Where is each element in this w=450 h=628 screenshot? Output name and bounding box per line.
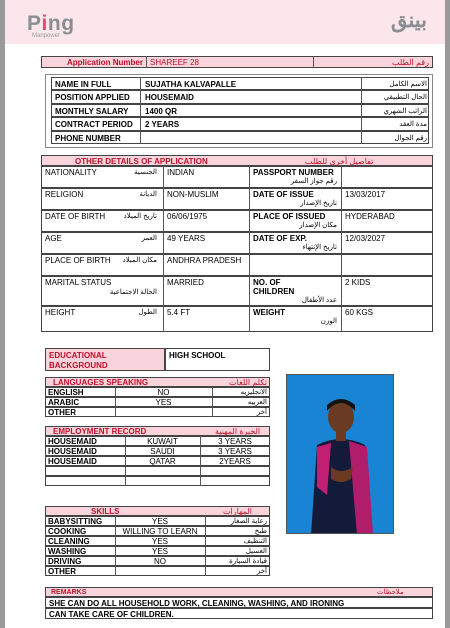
other-value-2: 2 KIDS — [345, 278, 371, 287]
languages-title-ar: تكلم اللغات — [229, 378, 267, 387]
employment-country: QATAR — [149, 457, 176, 466]
employment-divider — [200, 466, 201, 476]
personal-value: 1400 QR — [145, 106, 178, 116]
other-label-1: PLACE OF BIRTH — [45, 256, 111, 265]
employment-years: 2YEARS — [219, 457, 251, 466]
other-value-2: 60 KGS — [345, 308, 374, 317]
personal-label-ar: مدة العقد — [399, 121, 427, 129]
language-ar: العربيه — [247, 399, 267, 406]
applicant-photo — [286, 374, 394, 534]
other-value-2: HYDERABAD — [345, 212, 395, 221]
personal-label: CONTRACT PERIOD — [55, 120, 133, 130]
other-label-1-ar: الحالة الاجتماعية — [109, 289, 157, 296]
personal-label: MONTHLY SALARY — [55, 106, 129, 116]
other-divider — [341, 188, 342, 210]
employment-divider — [125, 436, 126, 446]
employment-row — [45, 466, 270, 476]
personal-divider — [140, 117, 141, 130]
employment-pos: HOUSEMAID — [48, 457, 97, 466]
other-label-2-ar: مكان الإصدار — [299, 222, 337, 229]
other-label-2: DATE OF ISSUE — [253, 190, 314, 199]
other-value-1: 49 YEARS — [167, 234, 206, 243]
remarks-header — [45, 587, 433, 597]
language-divider — [115, 407, 116, 417]
skill-en: WASHING — [48, 547, 87, 556]
language-divider — [212, 387, 213, 397]
skill-divider — [115, 536, 116, 546]
employment-divider — [125, 456, 126, 466]
other-divider — [249, 276, 250, 306]
other-value-2: 12/03/2027 — [345, 234, 386, 243]
language-val: YES — [155, 398, 172, 407]
personal-divider — [361, 131, 362, 144]
ping-logo-subtitle: Manpower — [32, 33, 61, 39]
language-divider — [212, 397, 213, 407]
other-label-2-ar: الوزن — [320, 318, 337, 325]
personal-label-ar: الاسم الكامل — [389, 81, 427, 88]
personal-divider — [361, 104, 362, 117]
skill-ar: رعاية الصغار — [230, 518, 267, 525]
other-divider — [163, 254, 164, 276]
other-value-1: INDIAN — [167, 168, 195, 177]
employment-divider — [125, 476, 126, 486]
other-divider — [163, 276, 164, 306]
employment-divider — [200, 436, 201, 446]
remarks-line-1: SHE CAN DO ALL HOUSEHOLD WORK, CLEANING, WASHING, AND IRONING — [49, 599, 345, 608]
remarks-label-ar: ملاحظات — [377, 589, 404, 596]
other-divider — [249, 166, 250, 188]
skill-val: YES — [151, 547, 168, 556]
employment-divider — [200, 476, 201, 486]
other-divider — [249, 306, 250, 332]
other-label-2-ar: تاريخ الإصدار — [300, 200, 337, 207]
language-ar: أخر — [256, 409, 267, 416]
other-divider — [341, 166, 342, 188]
personal-divider — [140, 131, 141, 144]
other-label-1: DATE OF BIRTH — [45, 212, 106, 221]
skills-title: SKILLS — [91, 507, 120, 516]
remarks-line-2: CAN TAKE CARE OF CHILDREN. — [49, 610, 174, 619]
other-divider — [249, 188, 250, 210]
other-divider — [163, 188, 164, 210]
other-value-2: 13/03/2017 — [345, 190, 386, 199]
skill-ar: قيادة السيارة — [229, 558, 267, 565]
other-label-2: PLACE OF ISSUED — [253, 212, 326, 221]
skill-ar: أخر — [256, 568, 267, 575]
personal-divider — [140, 77, 141, 90]
employment-pos: HOUSEMAID — [48, 437, 97, 446]
other-value-1: NON-MUSLIM — [167, 190, 219, 199]
personal-label-ar: الراتب الشهري — [383, 107, 427, 115]
other-label-2-ar: تاريخ الإنتهاء — [302, 244, 337, 251]
skill-divider — [205, 526, 206, 536]
other-divider — [341, 306, 342, 332]
other-details-title-ar: تفاصيل أخرى للطلب — [305, 157, 374, 166]
other-label-2: WEIGHT — [253, 308, 285, 317]
skill-divider — [205, 556, 206, 566]
other-label-1: HEIGHT — [45, 308, 76, 317]
other-label-2-ar: عدد الأطفال — [301, 297, 337, 304]
header-band — [5, 0, 445, 44]
other-label-1-ar: مكان الميلاد — [122, 257, 157, 264]
employment-title-ar: الخبرة المهنية — [215, 427, 261, 436]
skill-divider — [205, 516, 206, 526]
employment-divider — [125, 466, 126, 476]
language-divider — [212, 407, 213, 417]
personal-divider — [361, 117, 362, 130]
skill-ar: التنظيف — [243, 538, 267, 545]
remarks-label: REMARKS — [51, 589, 87, 596]
language-divider — [115, 387, 116, 397]
employment-country: SAUDI — [150, 447, 175, 456]
skill-ar: الغسيل — [245, 548, 267, 555]
language-divider — [115, 397, 116, 407]
skill-divider — [115, 556, 116, 566]
application-form-page — [5, 0, 445, 628]
other-value-1: 5.4 FT — [167, 308, 191, 317]
skill-val: NO — [154, 557, 166, 566]
other-label-2: DATE OF EXP. — [253, 234, 307, 243]
other-label-2: PASSPORT NUMBER — [253, 168, 334, 177]
ping-logo: Ping — [27, 12, 75, 35]
personal-label: PHONE NUMBER — [55, 133, 121, 143]
skill-divider — [115, 526, 116, 536]
other-label-2-ar: رقم جواز السفر — [290, 178, 337, 185]
skill-en: OTHER — [48, 567, 76, 576]
other-label-1: NATIONALITY — [45, 168, 97, 177]
skill-divider — [205, 566, 206, 576]
language-val: NO — [157, 388, 170, 397]
skill-val: YES — [151, 517, 168, 526]
other-label-1-ar: تاريخ الميلاد — [123, 213, 157, 220]
employment-divider — [200, 456, 201, 466]
language-en: OTHER — [48, 408, 76, 417]
other-divider — [163, 306, 164, 332]
language-ar: الانجليزيه — [240, 389, 267, 396]
skill-divider — [115, 546, 116, 556]
employment-divider — [125, 446, 126, 456]
other-divider — [163, 210, 164, 232]
skill-ar: طبخ — [254, 528, 267, 535]
other-label-1: AGE — [45, 234, 62, 243]
employment-row — [45, 476, 270, 486]
other-value-1: MARRIED — [167, 278, 204, 287]
skill-divider — [115, 516, 116, 526]
education-value: HIGH SCHOOL — [169, 351, 226, 360]
other-divider — [341, 254, 342, 276]
personal-label-ar: الحال التطبيقي — [383, 94, 427, 102]
application-number-label-ar: رقم الطلب — [392, 58, 429, 67]
personal-label-ar: رقم الجوال — [394, 134, 427, 142]
employment-years: 3 YEARS — [218, 437, 252, 446]
other-divider — [341, 276, 342, 306]
other-label-2: NO. OF CHILDREN — [253, 278, 295, 296]
personal-value: SUJATHA KALVAPALLE — [145, 80, 237, 89]
employment-years: 3 YEARS — [218, 447, 252, 456]
skill-divider — [205, 536, 206, 546]
skill-val: YES — [151, 537, 168, 546]
skill-divider — [115, 566, 116, 576]
language-en: ARABIC — [48, 398, 80, 407]
skill-en: DRIVING — [48, 557, 82, 566]
other-label-1-ar: الديانة — [139, 191, 157, 198]
personal-divider — [140, 90, 141, 103]
employment-country: KUWAIT — [147, 437, 178, 446]
applicant-photo-image — [287, 375, 394, 534]
other-details-title: OTHER DETAILS OF APPLICATION — [75, 157, 208, 166]
application-number-value: SHAREEF 28 — [150, 58, 199, 67]
skill-en: BABYSITTING — [48, 517, 103, 526]
skill-en: CLEANING — [48, 537, 90, 546]
other-divider — [249, 232, 250, 254]
other-divider — [341, 232, 342, 254]
other-value-1: 06/06/1975 — [167, 212, 208, 221]
personal-label: POSITION APPLIED — [55, 93, 130, 103]
application-number-label: Application Number — [66, 58, 143, 67]
languages-title: LANGUAGES SPEAKING — [53, 378, 149, 387]
other-divider — [163, 232, 164, 254]
personal-label: NAME IN FULL — [55, 80, 112, 89]
ping-arabic-logo: بينق — [390, 9, 427, 32]
language-en: ENGLISH — [48, 388, 84, 397]
employment-divider — [200, 446, 201, 456]
employment-title: EMPLOYMENT RECORD — [53, 427, 147, 436]
personal-divider — [140, 104, 141, 117]
skill-divider — [205, 546, 206, 556]
education-label: EDUCATIONAL BACKGROUND — [49, 351, 108, 370]
skills-title-ar: المهارات — [223, 507, 253, 516]
other-label-1: MARITAL STATUS — [45, 278, 112, 287]
other-divider — [249, 254, 250, 276]
skill-en: COOKING — [48, 527, 87, 536]
other-label-1-ar: الطول — [138, 309, 157, 316]
other-divider — [341, 210, 342, 232]
other-label-1-ar: الجنسية — [134, 169, 157, 176]
other-value-1: ANDHRA PRADESH — [167, 256, 242, 265]
other-divider — [163, 166, 164, 188]
employment-pos: HOUSEMAID — [48, 447, 97, 456]
personal-divider — [361, 77, 362, 90]
personal-divider — [361, 90, 362, 103]
personal-value: 2 YEARS — [145, 120, 180, 130]
other-label-1: RELIGION — [45, 190, 84, 199]
skill-val: WILLING TO LEARN — [122, 527, 198, 536]
other-label-1-ar: العمر — [141, 235, 157, 242]
personal-value: HOUSEMAID — [145, 93, 194, 103]
other-divider — [249, 210, 250, 232]
